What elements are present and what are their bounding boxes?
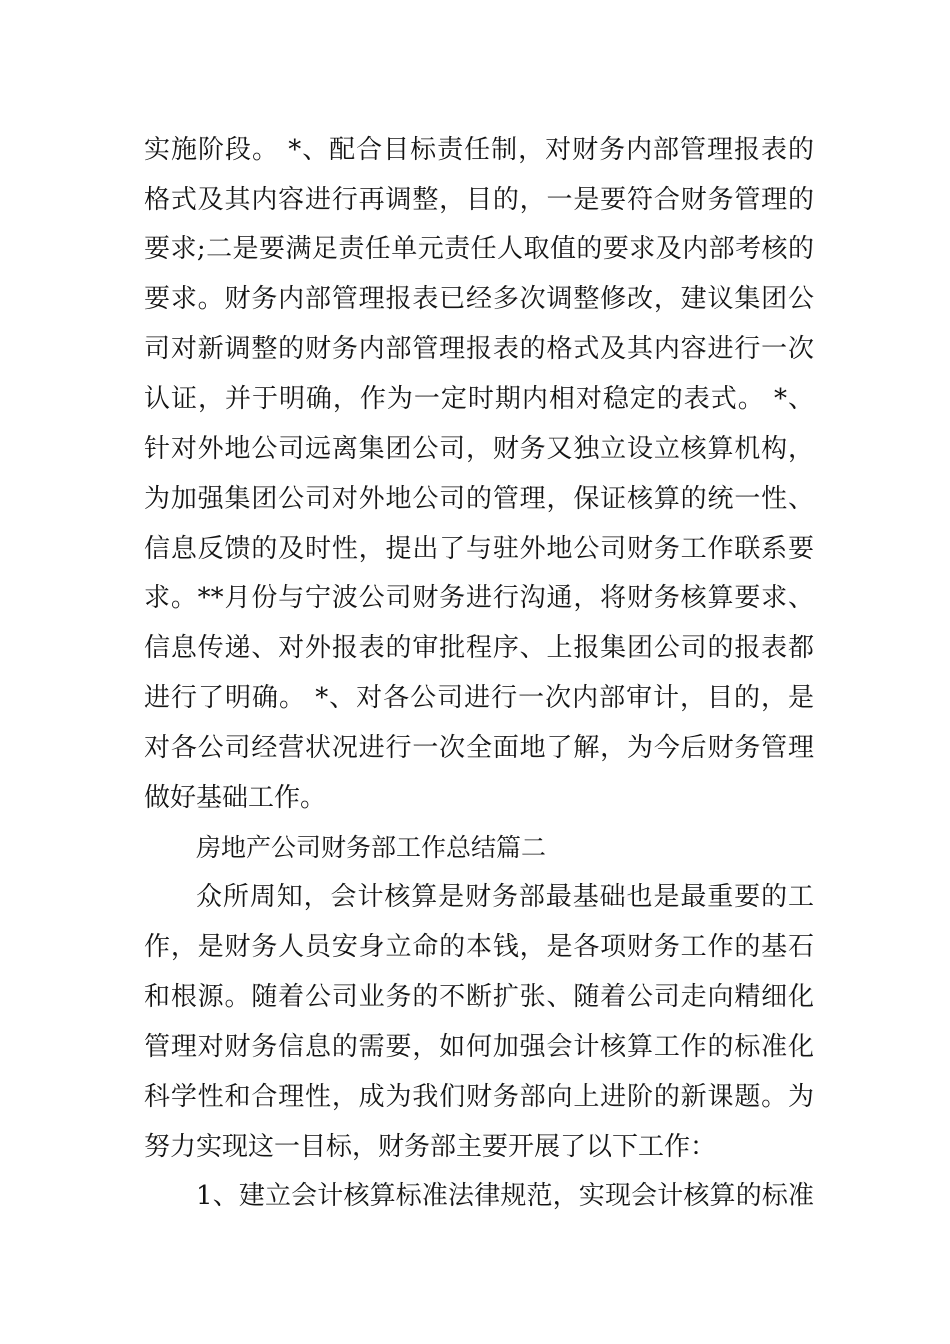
paragraph-line: 认证，并于明确，作为一定时期内相对稳定的表式。 *、 bbox=[144, 384, 814, 414]
paragraph-line: 格式及其内容进行再调整，目的，一是要符合财务管理的 bbox=[144, 185, 814, 215]
paragraph-line: 信息传递、对外报表的审批程序、上报集团公司的报表都 bbox=[144, 633, 814, 663]
paragraph-line: 为加强集团公司对外地公司的管理，保证核算的统一性、 bbox=[144, 484, 814, 514]
paragraph-line: 管理对财务信息的需要，如何加强会计核算工作的标准化 bbox=[144, 1032, 814, 1062]
paragraph-line: 科学性和合理性，成为我们财务部向上进阶的新课题。为 bbox=[144, 1082, 814, 1112]
paragraph-line: 做好基础工作。 bbox=[144, 783, 327, 813]
paragraph-line: 进行了明确。 *、对各公司进行一次内部审计，目的，是 bbox=[144, 683, 814, 713]
paragraph-line: 针对外地公司远离集团公司，财务又独立设立核算机构， bbox=[144, 434, 814, 464]
paragraph-line: 实施阶段。 *、配合目标责任制，对财务内部管理报表的 bbox=[144, 135, 814, 165]
section-heading: 房地产公司财务部工作总结篇二 bbox=[196, 833, 547, 862]
paragraph-line: 作，是财务人员安身立命的本钱，是各项财务工作的基石 bbox=[144, 932, 814, 962]
paragraph-line: 努力实现这一目标，财务部主要开展了以下工作： bbox=[144, 1132, 717, 1162]
paragraph-line: 1、建立会计核算标准法律规范，实现会计核算的标准 bbox=[196, 1181, 814, 1211]
paragraph-line: 司对新调整的财务内部管理报表的格式及其内容进行一次 bbox=[144, 334, 814, 364]
paragraph-line: 信息反馈的及时性，提出了与驻外地公司财务工作联系要 bbox=[144, 534, 814, 564]
paragraph-line: 和根源。随着公司业务的不断扩张、随着公司走向精细化 bbox=[144, 982, 814, 1012]
paragraph-line: 对各公司经营状况进行一次全面地了解，为今后财务管理 bbox=[144, 733, 814, 763]
paragraph-line: 众所周知，会计核算是财务部最基础也是最重要的工 bbox=[196, 882, 814, 912]
paragraph-line: 要求。财务内部管理报表已经多次调整修改，建议集团公 bbox=[144, 284, 814, 314]
paragraph-line: 求。**月份与宁波公司财务进行沟通，将财务核算要求、 bbox=[144, 583, 814, 613]
paragraph-line: 要求;二是要满足责任单元责任人取值的要求及内部考核的 bbox=[144, 234, 814, 264]
